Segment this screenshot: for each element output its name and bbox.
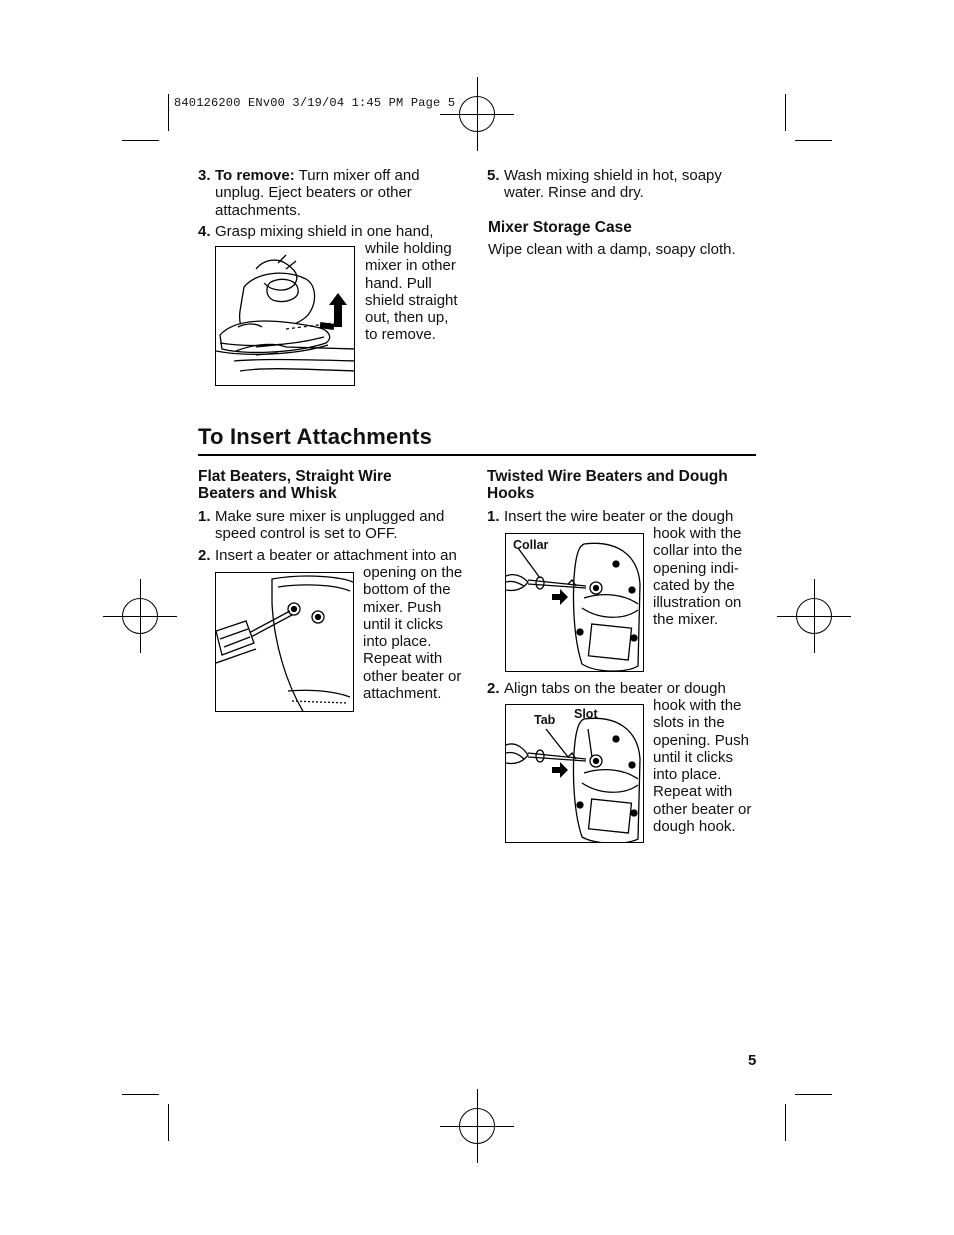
flat-step-2-wrap <box>363 564 462 702</box>
wrap-line: attachment. <box>363 685 442 703</box>
step-text: Insert the wire beater or the dough <box>504 508 734 525</box>
section-rule <box>198 454 756 456</box>
slot-label: Slot <box>574 707 598 721</box>
step-bold-lead: To remove: <box>215 167 295 184</box>
registration-mark-top <box>459 96 495 132</box>
step-text: Align tabs on the beater or dough <box>504 680 726 697</box>
wrap-line: opening. Push <box>653 731 749 749</box>
step-text: Insert a beater or attachment into an <box>215 547 457 564</box>
tab-label: Tab <box>534 713 556 727</box>
wrap-line: shield straight <box>365 291 458 309</box>
step-text: Make sure mixer is unplugged and speed control is set to OFF. <box>215 508 445 543</box>
crop-mark <box>168 94 169 131</box>
step-number: 1. <box>198 508 211 525</box>
wrap-line: bottom of the <box>363 581 451 599</box>
storage-case-heading: Mixer Storage Case <box>488 219 632 236</box>
flat-beaters-heading: Flat Beaters, Straight Wire Beaters and Whisk <box>198 468 392 502</box>
wrap-line: opening on the <box>363 564 463 581</box>
remove-step-4-wrap <box>365 240 458 344</box>
registration-mark-left <box>122 598 158 634</box>
step-text: Wash mixing shield in hot, soapy water. Rinse and dry. <box>504 167 722 202</box>
wrap-line: Repeat with <box>363 650 443 668</box>
wrap-line: dough hook. <box>653 818 736 836</box>
wrap-line: while holding <box>365 240 452 257</box>
twisted-step-2-wrap <box>653 697 751 835</box>
page-number: 5 <box>748 1052 757 1069</box>
step-number: 3. <box>198 167 211 184</box>
wrap-line: mixer in other <box>365 257 456 275</box>
wrap-line: until it clicks <box>653 748 734 766</box>
remove-shield-illustration <box>215 246 355 386</box>
wrap-line: hook with the <box>653 525 742 542</box>
wrap-line: opening indi- <box>653 559 739 577</box>
wrap-line: out, then up, <box>365 309 449 327</box>
wrap-line: hand. Pull <box>365 274 432 292</box>
registration-mark-right <box>796 598 832 634</box>
crop-mark <box>168 1104 169 1141</box>
wrap-line: into place. <box>653 766 722 784</box>
storage-case-text: Wipe clean with a damp, soapy cloth. <box>488 241 736 258</box>
step-number: 2. <box>198 547 211 564</box>
tab-slot-illustration <box>505 704 644 843</box>
step-number: 2. <box>487 680 500 697</box>
crop-mark <box>122 1094 159 1095</box>
wrap-line: cated by the <box>653 576 735 594</box>
step-number: 1. <box>487 508 500 525</box>
wrap-line: Repeat with <box>653 783 733 801</box>
twisted-step-1-wrap <box>653 525 742 629</box>
collar-illustration <box>505 533 644 672</box>
step-text: Turn mixer off and unplug. Eject beaters or other attachments. <box>215 167 420 219</box>
wrap-line: illustration on <box>653 594 742 612</box>
step-number: 5. <box>487 167 500 184</box>
wrap-line: until it clicks <box>363 615 444 633</box>
print-slug: 840126200 ENv00 3/19/04 1:45 PM Page 5 <box>174 96 456 110</box>
insert-beater-illustration <box>215 572 354 712</box>
wrap-line: the mixer. <box>653 611 719 629</box>
wrap-line: other beater or <box>653 800 752 818</box>
crop-mark <box>795 140 832 141</box>
crop-mark <box>122 140 159 141</box>
step-number: 4. <box>198 223 211 240</box>
wrap-line: other beater or <box>363 667 462 685</box>
wrap-line: into place. <box>363 633 432 651</box>
twisted-beaters-heading: Twisted Wire Beaters and Dough Hooks <box>487 468 728 502</box>
section-title: To Insert Attachments <box>198 424 433 449</box>
crop-mark <box>795 1094 832 1095</box>
crop-mark <box>785 94 786 131</box>
wrap-line: to remove. <box>365 326 436 344</box>
registration-mark-bottom <box>459 1108 495 1144</box>
crop-mark <box>785 1104 786 1141</box>
step-text: Grasp mixing shield in one hand, <box>215 223 434 240</box>
wrap-line: mixer. Push <box>363 598 442 616</box>
collar-label: Collar <box>513 538 549 552</box>
wrap-line: collar into the <box>653 542 743 560</box>
wrap-line: slots in the <box>653 714 725 732</box>
wrap-line: hook with the <box>653 697 742 714</box>
